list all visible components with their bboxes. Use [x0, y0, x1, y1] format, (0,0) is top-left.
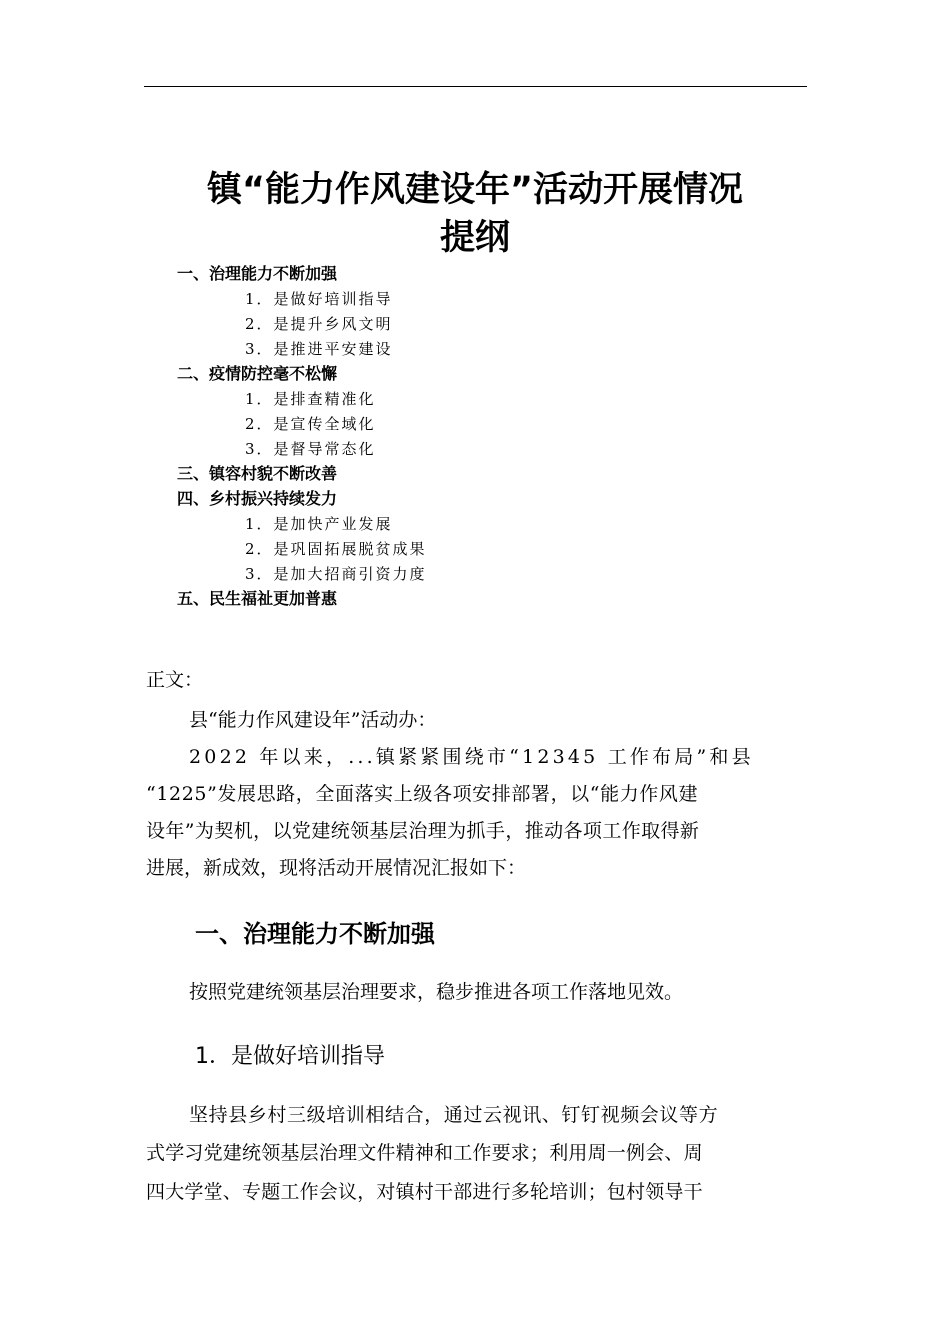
toc-heading-5: 五、民生福祉更加普惠	[177, 589, 338, 608]
toc-heading-1: 一、治理能力不断加强	[177, 264, 338, 283]
intro-line: “1225”发展思路，全面落实上级各项安排部署，以“能力作风建	[146, 783, 699, 805]
toc-heading-4: 四、乡村振兴持续发力	[177, 489, 338, 508]
intro-line: 2022 年以来，...镇紧紧围绕市“12345 工作布局”和县	[189, 746, 754, 768]
toc-item: 2．是巩固拓展脱贫成果	[245, 540, 427, 558]
toc-heading-3: 三、镇容村貌不断改善	[177, 464, 338, 483]
paragraph-line: 式学习党建统领基层治理文件精神和工作要求；利用周一例会、周	[146, 1142, 703, 1164]
section-heading-1: 一、治理能力不断加强	[195, 920, 435, 948]
paragraph-line: 四大学堂、专题工作会议，对镇村干部进行多轮培训；包村领导干	[146, 1181, 703, 1203]
toc-item: 1．是排查精准化	[245, 390, 376, 408]
toc-item: 2．是提升乡风文明	[245, 315, 393, 333]
toc-item: 3．是加大招商引资力度	[245, 565, 427, 583]
toc-item: 3．是推进平安建设	[245, 340, 393, 358]
header-rule	[144, 86, 807, 87]
intro-line: 设年”为契机，以党建统领基层治理为抓手，推动各项工作取得新	[146, 820, 700, 842]
toc-heading-2: 二、疫情防控毫不松懈	[177, 364, 338, 383]
toc-item: 3．是督导常态化	[245, 440, 376, 458]
subsection-heading-1: 1．是做好培训指导	[195, 1044, 385, 1069]
toc-item: 2．是宣传全域化	[245, 415, 376, 433]
salutation: 县“能力作风建设年”活动办：	[189, 709, 437, 731]
body-label: 正文：	[146, 669, 204, 691]
paragraph-line: 坚持县乡村三级培训相结合，通过云视讯、钉钉视频会议等方	[189, 1104, 719, 1126]
document-title: 镇“能力作风建设年”活动开展情况	[206, 170, 743, 210]
section-paragraph: 按照党建统领基层治理要求，稳步推进各项工作落地见效。	[189, 981, 684, 1003]
intro-line: 进展，新成效，现将活动开展情况汇报如下：	[146, 857, 527, 879]
document-subtitle: 提纲	[439, 218, 510, 258]
toc-item: 1．是做好培训指导	[245, 290, 393, 308]
toc-item: 1．是加快产业发展	[245, 515, 393, 533]
